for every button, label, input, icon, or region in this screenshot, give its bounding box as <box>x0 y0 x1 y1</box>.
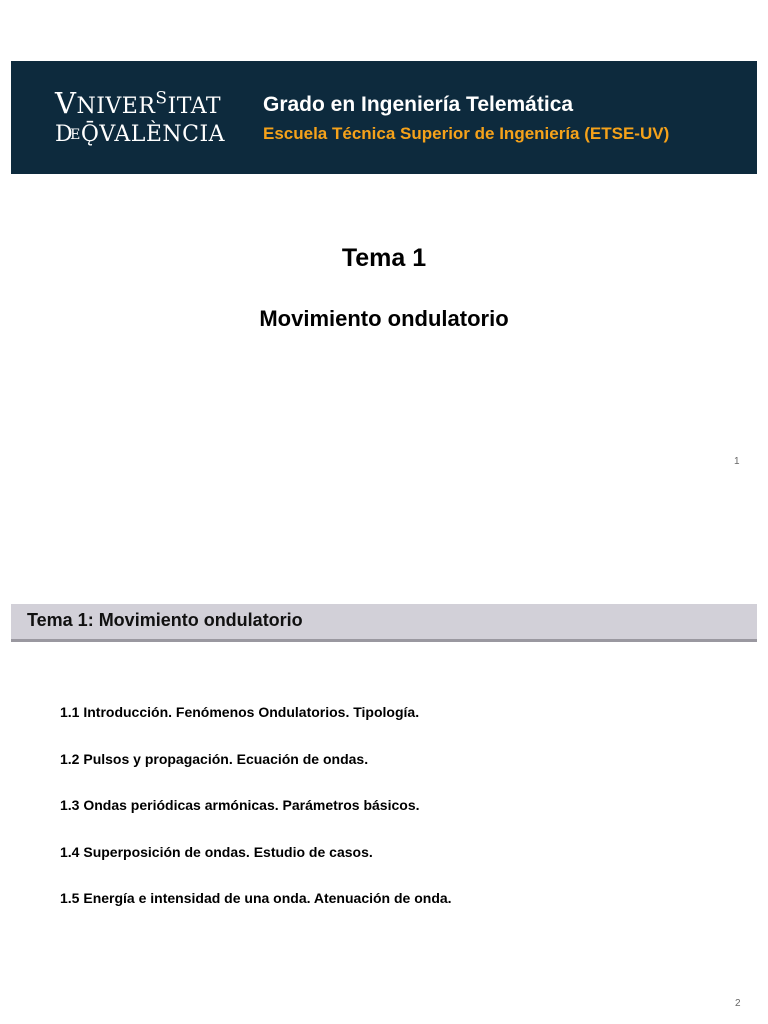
toc-item: 1.4 Superposición de ondas. Estudio de casos. <box>60 843 373 860</box>
header-banner <box>11 61 757 174</box>
logo-line-2: DEǬVALÈNCIA <box>55 122 226 147</box>
logo-line-1: $VNIVER^SITAT$ <box>55 86 222 120</box>
page-number: 2 <box>735 998 741 1009</box>
school-subtitle: Escuela Técnica Superior de Ingeniería (ETSE-UV) <box>263 124 670 143</box>
slide-title: Tema 1 <box>341 244 427 272</box>
topic-header-text: Tema 1: Movimiento ondulatorio <box>27 610 303 630</box>
toc-item: 1.5 Energía e intensidad de una onda. Atenuación de onda. <box>60 890 452 906</box>
page-number: 1 <box>734 456 740 467</box>
toc-item: 1.3 Ondas periódicas armónicas. Parámetros básicos. <box>60 797 420 813</box>
topic-header-bar <box>11 604 757 642</box>
slide-1 <box>0 0 768 490</box>
toc-item: 1.1 Introducción. Fenómenos Ondulatorios. Tipología. <box>60 704 420 720</box>
slide-2 <box>0 590 768 1024</box>
degree-title: Grado en Ingeniería Telemática <box>263 93 574 116</box>
slide-subtitle: Movimiento ondulatorio <box>259 306 509 331</box>
toc-item: 1.2 Pulsos y propagación. Ecuación de ondas. <box>60 750 369 767</box>
table-of-contents <box>60 704 452 937</box>
universitat-de-valencia-logo <box>55 86 226 147</box>
